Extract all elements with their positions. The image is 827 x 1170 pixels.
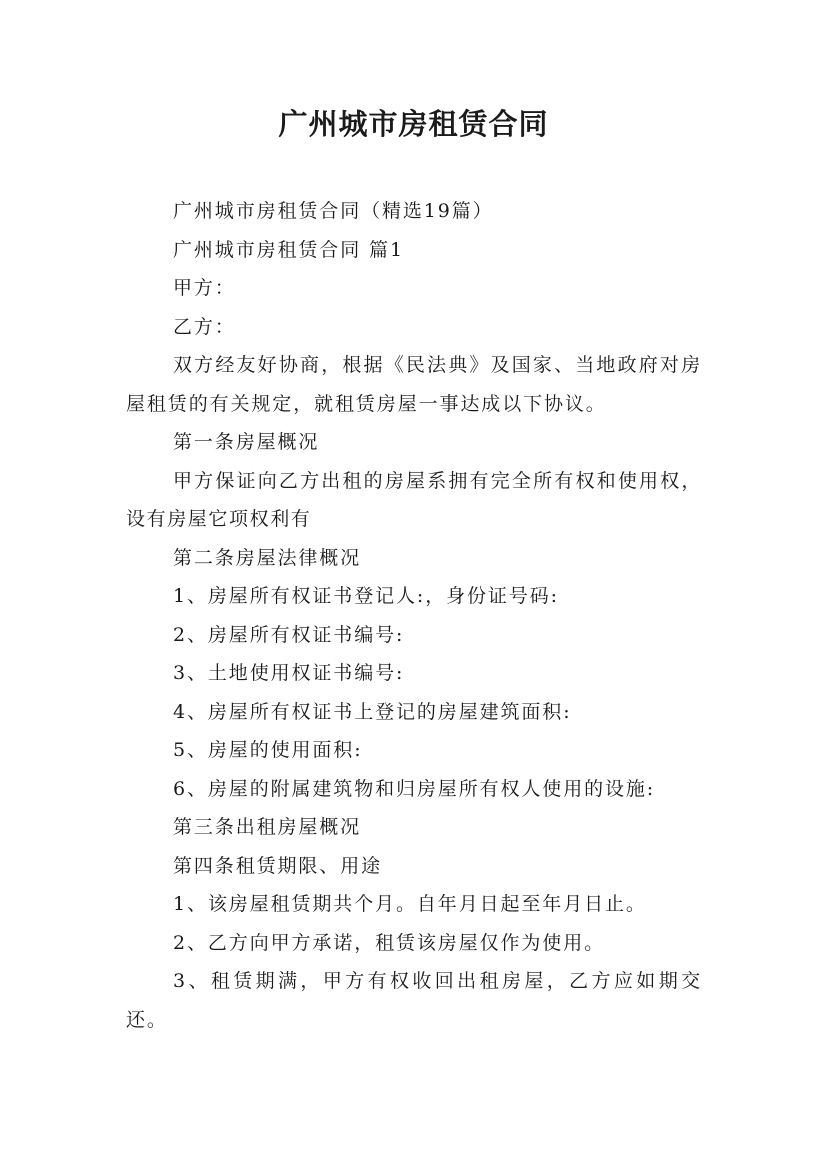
paragraph-article-4-item-2: 2、乙方向甲方承诺，租赁该房屋仅作为使用。 [173, 931, 605, 954]
paragraph-article-2-item-3: 3、土地使用权证书编号: [173, 662, 405, 684]
paragraph-article-4-item-3: 3、租赁期满，甲方有权收回出租房屋，乙方应如期交还。 [126, 970, 702, 1031]
document-body [126, 192, 702, 1039]
document-title: 广州城市房租赁合同 [278, 107, 549, 141]
paragraph-article-1-heading: 第一条房屋概况 [173, 431, 320, 453]
paragraph-article-2-item-6: 6、房屋的附属建筑物和归房屋所有权人使用的设施: [173, 777, 656, 800]
paragraph-subtitle: 广州城市房租赁合同（精选19篇） [173, 200, 494, 222]
paragraph-article-2-item-5: 5、房屋的使用面积: [173, 739, 363, 761]
paragraph-article-2-item-1: 1、房屋所有权证书登记人:，身份证号码: [173, 585, 559, 607]
paragraph-article-2-item-4: 4、房屋所有权证书上登记的房屋建筑面积: [173, 700, 572, 723]
paragraph-article-1-text: 甲方保证向乙方出租的房屋系拥有完全所有权和使用权，设有房屋它项权利有 [126, 469, 702, 530]
paragraph-article-3-heading: 第三条出租房屋概况 [173, 816, 362, 838]
paragraph-party-a: 甲方： [173, 277, 236, 299]
paragraph-article-4-item-1: 1、该房屋租赁期共个月。自年月日起至年月日止。 [173, 893, 647, 915]
paragraph-article-2-item-2: 2、房屋所有权证书编号: [173, 623, 405, 646]
paragraph-agreement-intro: 双方经友好协商，根据《民法典》及国家、当地政府对房屋租赁的有关规定，就租赁房屋一事达成以下协议。 [126, 354, 702, 415]
paragraph-article-4-heading: 第四条租赁期限、用途 [173, 854, 383, 877]
paragraph-article-2-heading: 第二条房屋法律概况 [173, 546, 362, 569]
paragraph-chapter-heading: 广州城市房租赁合同 篇1 [173, 238, 404, 261]
paragraph-party-b: 乙方： [173, 315, 236, 338]
